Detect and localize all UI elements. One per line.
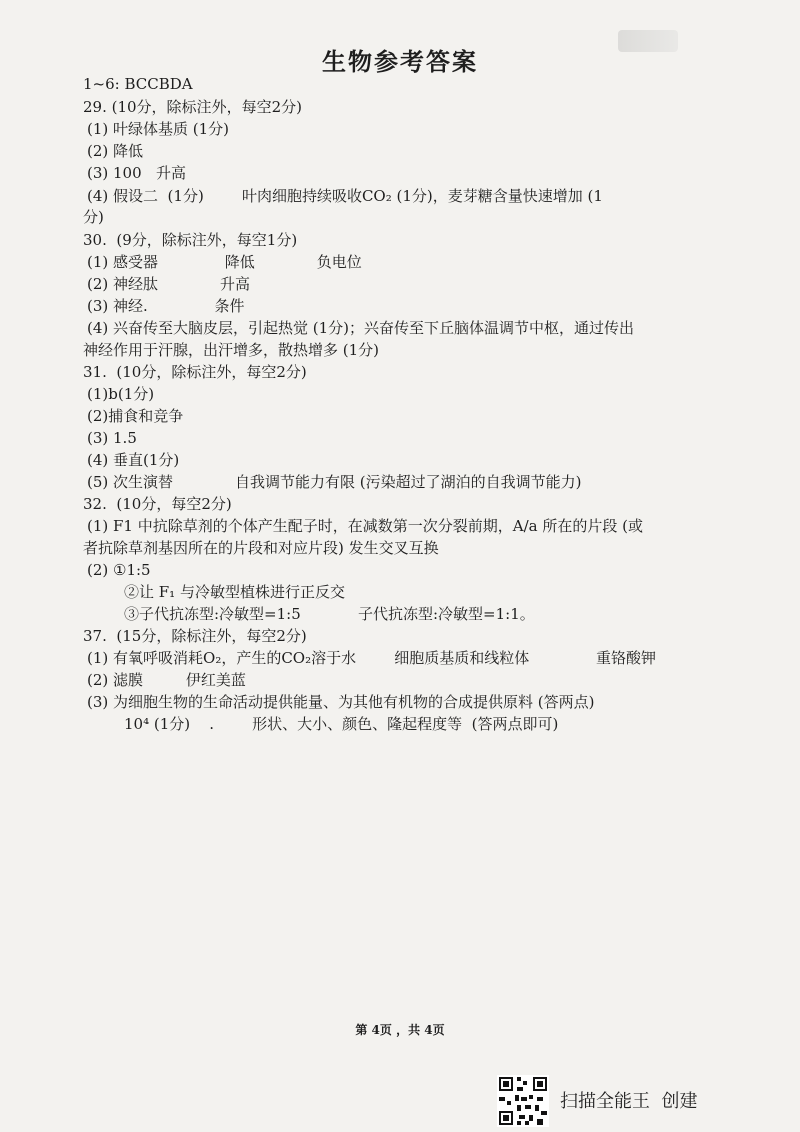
- answer-line: 32. (10分，每空2分): [83, 495, 232, 513]
- page-title: 生物参考答案: [322, 48, 478, 76]
- answer-line: (1) 叶绿体基质 (1分): [87, 120, 230, 138]
- answer-line: (1) 有氧呼吸消耗O₂，产生的CO₂溶于水 细胞质基质和线粒体 重铬酸钾: [87, 649, 657, 667]
- scanner-brand-label: 扫描全能王 创建: [560, 1091, 698, 1112]
- answer-line: 37. (15分，除标注外，每空2分): [83, 627, 307, 645]
- answer-line: (3) 100 升高: [87, 164, 186, 182]
- answer-line: (2) ①1:5: [87, 561, 151, 579]
- page-footer: 第 4页 ，共 4页: [355, 1023, 445, 1037]
- answer-line: (2)捕食和竞争: [87, 407, 184, 425]
- answer-line: 30. (9分，除标注外，每空1分): [83, 231, 298, 249]
- answer-line: 31. (10分，除标注外，每空2分): [83, 363, 307, 381]
- qr-code-icon: [497, 1075, 549, 1127]
- answer-line: (1) 感受器 降低 负电位: [87, 253, 362, 271]
- answer-line: (5) 次生演替 自我调节能力有限 (污染超过了湖泊的自我调节能力): [87, 473, 582, 491]
- answer-line: (1)b(1分): [87, 385, 155, 403]
- answer-line: ③子代抗冻型:冷敏型=1:5 子代抗冻型:冷敏型=1:1。: [124, 605, 535, 623]
- answer-line: 神经作用于汗腺，出汗增多，散热增多 (1分): [83, 341, 380, 359]
- answer-line: 分): [83, 208, 104, 226]
- answer-line: (3) 神经. 条件: [87, 297, 245, 315]
- answer-line: 1~6: BCCBDA: [83, 75, 193, 93]
- answer-line: (3) 1.5: [87, 429, 137, 447]
- answer-line: (2) 降低: [87, 142, 144, 160]
- answer-line: (1) F1 中抗除草剂的个体产生配子时，在减数第一次分裂前期，A/a 所在的片段 (或: [87, 517, 643, 535]
- answer-line: (4) 垂直(1分): [87, 451, 180, 469]
- answer-line: (4) 兴奋传至大脑皮层，引起热觉 (1分)；兴奋传至下丘脑体温调节中枢，通过传出: [87, 319, 635, 337]
- answer-line: (2) 滤膜 伊红美蓝: [87, 671, 246, 689]
- answer-line: 29. (10分，除标注外，每空2分): [83, 98, 302, 116]
- answer-line: 者抗除草剂基因所在的片段和对应片段) 发生交叉互换: [83, 539, 439, 557]
- answer-line: (2) 神经肽 升高: [87, 275, 251, 293]
- answer-line: (4) 假设二 (1分) 叶肉细胞持续吸收CO₂ (1分)，麦芽糖含量快速增加 (1: [87, 187, 603, 205]
- answer-line: (3) 为细胞生物的生命活动提供能量、为其他有机物的合成提供原料 (答两点): [87, 693, 595, 711]
- answer-line: ②让 F₁ 与冷敏型植株进行正反交: [124, 583, 345, 601]
- answer-line: 10⁴ (1分) . 形状、大小、颜色、隆起程度等 (答两点即可): [124, 715, 559, 733]
